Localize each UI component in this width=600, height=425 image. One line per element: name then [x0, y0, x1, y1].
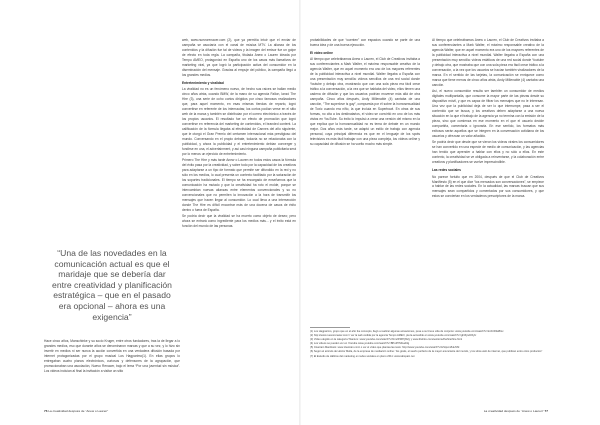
right-page-left-column [310, 38, 420, 148]
left-page-folio [44, 409, 108, 413]
right-page-right-column [432, 38, 544, 201]
footnote: (3) Vídeo elegido en la categoría Titanium: www.youtube.com/watch?v=Nm2P4lPQ9Vg y www.thehire.com/sections/thehire/hire.html [310, 338, 463, 342]
section-heading: Las redes sociales [432, 168, 461, 173]
left-page-right-column [182, 38, 296, 231]
paragraph: Al tiempo que celebrábamos Anew o Lauren, el Club de Creativos invitaba a sus conferenciantes a Mark Walter, el máximo responsable creativo de la agencia Walter, que en aquel momento era uno de los mayores referentes de la publicidad interactiva a nivel mundial. Walter llegaba a España con una presentación muy sencilla: vídeos sencillos de una red social donde Youtube y debajo otra, mostrando que con una sola pieza era fácil crear tráfico a la conversación, a la vez que se hablaba del video, ellos tienen una cadena de difusión y que los usuarios podrían moverse más allá de otra campaña. Cinco años después, Andy Millenable (4) cantaba de una canción, “The superlove is gay”, compuesta por él sobre la homosexualidad de Toxic cuando era niño, la que incluía en Superbowl. En otras de sus formas, no cita a los destinatarios, el vídeo se convirtió en uno de los más vistos en YouTube. Su éxito lo impulsó a crear una versión del mismo en la que explica que la homosexualidad no es tema de debate en un mundo mejor. Dos años más tarde, se adaptó un estilo de trabajo con agencia personal, cuya principal diferencia es que en el lenguaje de los spots televisivos es más fácil trabajar con una pieza compleja, los vídeos online y su capacidad de difusión se ha vuelto mucho más simple. [310, 57, 420, 146]
running-title: La creatividad después de “Anew o Lauren” [48, 409, 109, 413]
footnotes [310, 330, 546, 359]
paragraph: Se podría decir que la viralidad se ha muerto como objeto de deseo; pero ahora se entrará como ingrediente para los medios más... y el éxito está en función del mundo de las personas. [182, 214, 296, 229]
paragraph: Al tiempo que celebrábamos Anew o Lauren, el Club de Creativos invitaba a sus conferenciantes a Mark Walter, el máximo responsable creativo de la agencia Walter, que en aquel momento era uno de los mayores referentes de la publicidad interactiva a nivel mundial. Walter llegaba a España con una presentación muy sencilla: vídeos estáticos de una red social donde Youtube y debajo otra, que mostraba que con una sola pieza era fácil crear tráfico a la conversación, a la vez que los usuarios se hacían también viralizadores de la marca. En el sentido de las tarjetas, la comunicación se enriquece como marca que tiene menos de cinco años atrás, Andy Millenable (4) cantaba una canción. [432, 38, 544, 87]
paragraph: Hace cinco años, Manschinke y su socio Kruger, entre otros fundadores, tras la de llegar a lo grandes medios, eso que durante años se denominaron marcas y que a su vez, y lo hizo sin invertir en medios ni ser nunca la acción convertida en una verdadera difusión basada por internet protagonizadas por el grupo musical Los Hagparimo(1). En ellas grupos lo entregaban cuatro pianos electrónicos, curiosos y defensores de la agrupación, que promocionaban una asociación, Nuevo Renacer, bajo el lema “Por una juventud sin música”. Los videos incluían al final la invitación a visitar un sitio [44, 339, 180, 373]
running-title: La creatividad después de “Anew o Lauren” [483, 409, 544, 413]
right-page-folio [484, 409, 548, 413]
footnote: (2) http://www.nuevorenacer.com/ / ver la web cedida por la agencia Tempo AMEO, pieza accesible en www.youtube.com/watch?v=gF3fyw0r6yU [310, 334, 477, 338]
footnote: (7) El Estudio de Hábitos del marketing en redes sociales en pleno 2011: www.iabspain.net [310, 354, 415, 358]
section-heading: El vídeo online [310, 50, 333, 55]
pull-quote: “Una de las novedades en la comunicación actual es que el maridaje que se debería dar entre creatividad y planificación estratégica – que en el pasado era opcional – ahora es una exigencia” [52, 248, 172, 322]
footnote: (5) Cluetrain Manifesto: www.cluetrain.com/ o ver el vídeo que plantea las tesis: http://www.youtube.com/watch?v=HStpxm8uHVM [310, 346, 460, 350]
footnote-rule [310, 327, 350, 328]
paragraph: web, www.nuevorenacer.com (2), que ya permitía intuir que el enviar de campaña se asociaría con el canal de música MTV. La alianza de los contenidos y la difusión fue tal de videos y la imagen del emisor fue un golpe de efecto en toda regla. La campaña, titulada Anew o Lauren ideada por Tempo AMEO, protagonizó en España uno de los casos más llamativos de marketing viral, ya que logró la participación activa del consumidor en la diseminación del mensaje. Gracias al empuje del público, la campaña llegó a los grandes medios. [182, 38, 296, 77]
paragraph: La viralidad no es un fenómeno nuevo, de hecho sus raíces se hallan medio cinco años atrás, cuando BMW, de la mano de su agencia Fallon, lanzó The Hire (3), una serie de ocho cortos dirigidos por cinco famosos realizadores que, para aquel momento, en esas mismas tiendas de reparto, logró convertirse en referente de los internautas; los cortos podían verse en el sitio web de la marca y también se distribuían por el correo electrónico a través de los propios usuarios. El resultado fue un efecto de promoción que logró convertirse en referencia del marketing de contenidos, el branded content. La calificación de la fórmula llegaba al efectividad de Cannes del año siguiente, que le otorgó el Gran Premio del certamen internacional más prestigioso del mundo. Conversando en el propio debate, todavía no se relacionaba con la publicidad, y ahora la publicidad y el entretenimiento debían converger y fundirse en una, el advertainment, y así casi ninguna campaña publicitaria será por lo menos un ejercicio de entretenimiento. [182, 87, 296, 156]
paragraph: Primero The Hire y más tarde Anew o Lauren en todos estos casos la fórmula del éxito pasa por la creatividad, y sobre todo por la capacidad de los creativos para adaptarse a un tipo de formato que permite ser difundido en la red y no sólo en los medios, lo cual presenta un contexto facilitado por la saturación de los soportes tradicionales. El tiempo se ha encargado de enseñarnos que la comunicación ha mutado y que la creatividad ha roto el molde, porque se intercambian nuevas alianzas entre elementos convencionales y su no convencionales que no permiten la innovación a la hora de transmitir los mensajes que hacen llegar al consumidor. Lo cual lleva a una intersección donde The Hire es difícil encontrar más de una docena de casos de éxito dentro o fuera de España. [182, 158, 296, 212]
left-page-column [44, 339, 180, 375]
footnote: (1) Los Hagparimo, grupo que en el año fue concepto, llegó a realizar algunas actuaciones, pese a su breve vida de conjunto: www.youtube.com/watch?v=knhtrD3eBGc [310, 330, 504, 333]
footnote: (6) Según el artículo de Héctor Mella, de la empresa de mediación online: “Es gratis, el sueño perfecto de la mayor anunciante del mundo, y los sitios web de internet, que publican entre otros productos” [310, 350, 543, 354]
paragraph: Así, el nuevo consumidor resulta ser también un consumidor de medios digitales multipantalla, que consume la mayor parte de las piezas desde su dispositivo móvil, y que es capaz de filtrar los mensajes que no le interesan. Una vez que la publicidad deja de ser lo que interrumpe, pasa a ser el contenido que se busca, y los creativos deben adaptarse a una nueva situación en la que el trabajo de la agencia ya no termina con la emisión de la pieza, sino que comienza en ese momento en el que el usuario decide compartirla, comentarla o ignorarla. En ese sentido, los formatos más exitosos serán aquellos que se integren en la conversación cotidiana de los usuarios y ofrezcan un valor añadido. [432, 89, 544, 138]
paragraph: Se podría decir que desde que se vieron los vídeos virales los consumidores se han convertido en una especie de medio de comunicación, y las agencias han tenido que aprender a hablar con ellos y no sólo a ellos. En este contexto, la creatividad se ve obligada a reinventarse, y la colaboración entre creativos y planificadores se vuelve imprescindible. [432, 140, 544, 165]
paragraph: No parece fortuito que en 2004, después de que el Club de Creativos Manifiesto (5) en el que dice “los mercados son conversaciones”, se empiece a hablar de las redes sociales. En la actualidad, las marcas buscan que sus mensajes sean compartidos y comentados por sus consumidores, y que estos se conviertan en los verdaderos prescriptores de la marca. [432, 174, 544, 199]
section-heading: Entretenimiento y viralidad [182, 80, 224, 85]
page-number: 77 [544, 409, 548, 413]
paragraph: probabilidades de que “cuenten” con espacios cuando se parte de una buena idea y de una buena ejecución. [310, 38, 420, 47]
page-number: 76 [44, 409, 48, 413]
footnote: (4) Los vídeos se pueden ver en Youtube www.youtube.com/watch?v=BPuRYMGa04g [310, 342, 410, 346]
page-gutter [299, 0, 301, 425]
